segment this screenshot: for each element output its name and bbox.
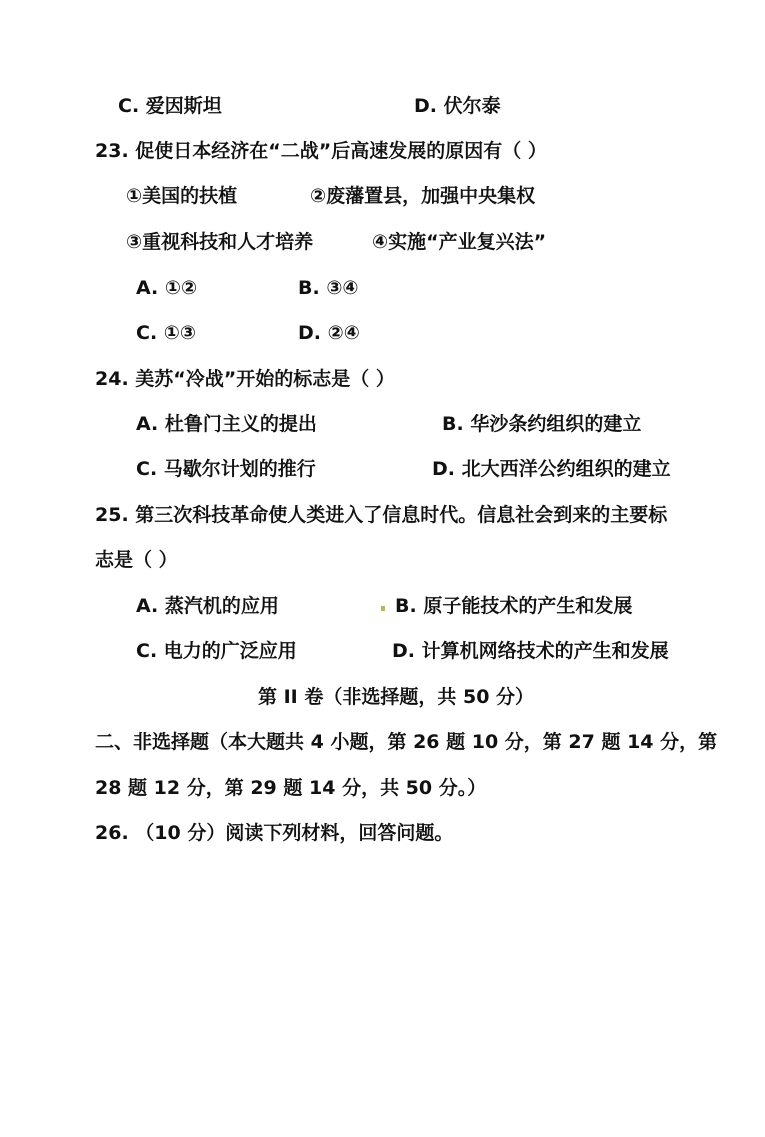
q25-option-c: C. 电力的广泛应用 <box>136 640 297 662</box>
q23-item-4: ④实施“产业复兴法” <box>372 231 547 253</box>
q23-option-c: C. ①③ <box>136 322 196 344</box>
q23-item-3: ③重视科技和人才培养 <box>126 231 314 253</box>
q23-option-d: D. ②④ <box>298 322 360 344</box>
q23-option-a: A. ①② <box>136 277 198 299</box>
q25-stem-line-1: 25. 第三次科技革命使人类进入了信息时代。信息社会到来的主要标 <box>95 504 668 526</box>
q23-item-1: ①美国的扶植 <box>126 185 238 207</box>
q25-stem-line-2: 志是（ ） <box>95 549 178 571</box>
q25-option-a: A. 蒸汽机的应用 <box>136 595 279 617</box>
q25-option-b: B. 原子能技术的产生和发展 <box>395 595 633 617</box>
q24-option-a: A. 杜鲁门主义的提出 <box>136 413 317 435</box>
q22-option-d: D. 伏尔泰 <box>414 95 501 117</box>
q24-option-b: B. 华沙条约组织的建立 <box>442 413 642 435</box>
section-instructions-line-2: 28 题 12 分，第 29 题 14 分，共 50 分。） <box>95 777 487 799</box>
q24-option-d: D. 北大西洋公约组织的建立 <box>432 458 671 480</box>
q22-option-c: C. 爱因斯坦 <box>118 95 222 117</box>
scan-speck <box>381 606 385 611</box>
q26-stem: 26. （10 分）阅读下列材料，回答问题。 <box>95 822 454 844</box>
q24-option-c: C. 马歇尔计划的推行 <box>136 458 316 480</box>
part2-heading: 第 II 卷（非选择题，共 50 分） <box>258 686 535 708</box>
q23-item-2: ②废藩置县，加强中央集权 <box>310 185 536 207</box>
q23-option-b: B. ③④ <box>298 277 359 299</box>
q23-stem: 23. 促使日本经济在“二战”后高速发展的原因有（ ） <box>95 140 547 162</box>
q24-stem: 24. 美苏“冷战”开始的标志是（ ） <box>95 368 395 390</box>
section-instructions-line-1: 二、非选择题（本大题共 4 小题，第 26 题 10 分，第 27 题 14 分，第 <box>95 731 718 753</box>
q25-option-d: D. 计算机网络技术的产生和发展 <box>392 640 669 662</box>
